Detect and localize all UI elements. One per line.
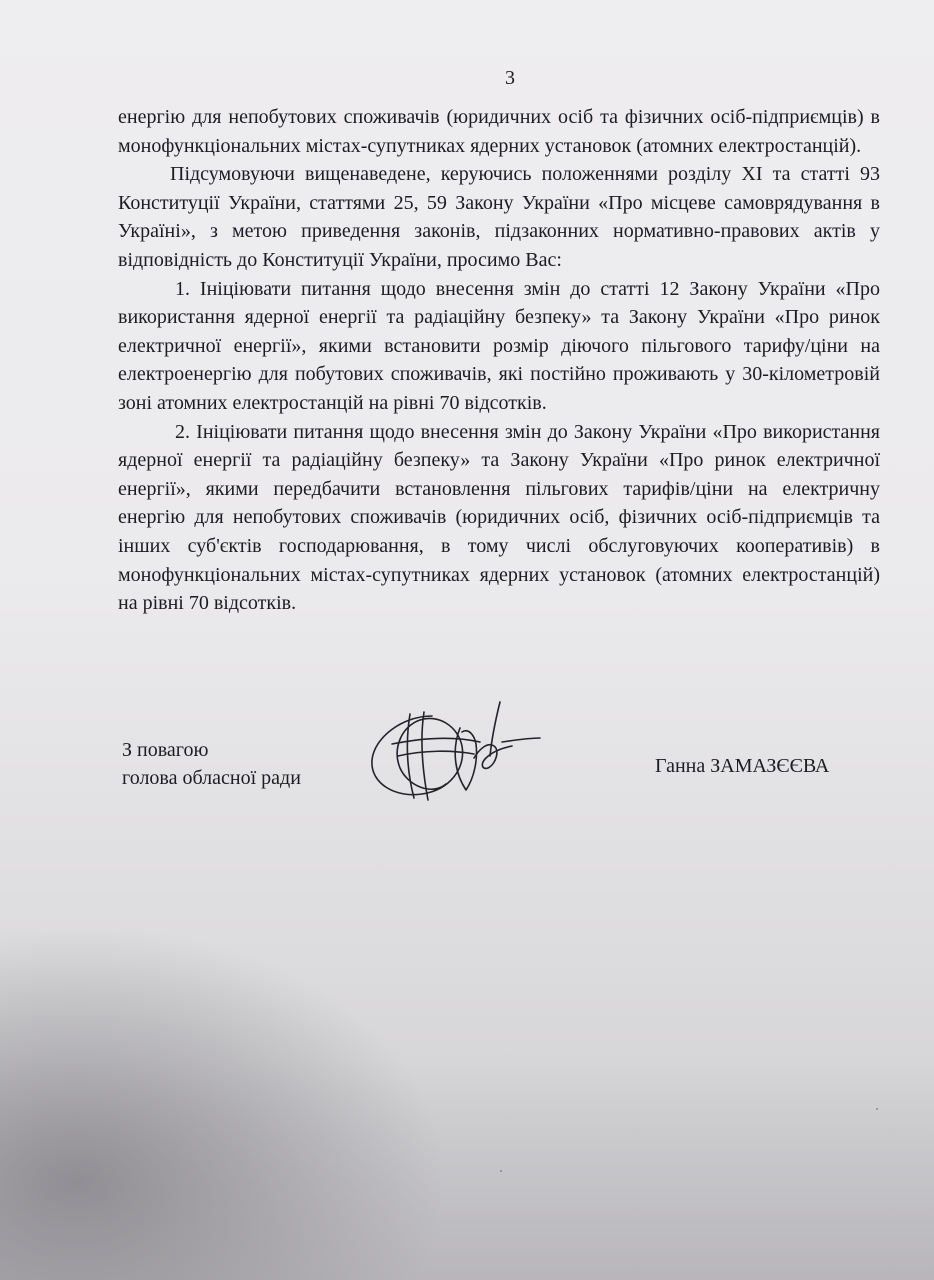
paper-speck [500, 1170, 502, 1172]
signer-position: голова обласної ради [122, 767, 301, 789]
handwritten-signature [362, 698, 552, 810]
closing-regards: З повагою [122, 739, 209, 761]
photo-shadow [0, 930, 440, 1280]
document-body [118, 103, 880, 618]
signatory-name: Ганна ЗАМАЗЄЄВА [655, 755, 830, 777]
request-item-1: 1. Ініціювати питання щодо внесення змін до статті 12 Закону України «Про використання ядерної енергії та радіаційну безпеку» та Закону України «Про ринок електричної енергії», якими встановити розмір діючого пільгового тарифу/ціни на електроенергію для побутових споживачів, які постійно проживають у 30-кілометровій зоні атомних електростанцій на рівні 70 відсотків. [118, 277, 880, 414]
paper-speck [876, 1108, 878, 1110]
page-number: 3 [505, 67, 515, 89]
paragraph-continuation: енергію для непобутових споживачів (юридичних осіб та фізичних осіб-підприємців) в монофункціональних містах-супутниках ядерних установок (атомних електростанцій). [118, 106, 880, 157]
paragraph-summary: Підсумовуючи вищенаведене, керуючись положеннями розділу XI та статті 93 Конституції України, статтями 25, 59 Закону України «Про місцеве самоврядування в Україні», з метою приведення законів, підзаконних нормативно-правових актів у відповідність до Конституції України, просимо Вас: [118, 163, 880, 271]
closing-block [122, 736, 301, 792]
photo-shadow-bottom [0, 1060, 934, 1280]
request-item-2: 2. Ініціювати питання щодо внесення змін до Закону України «Про використання ядерної енергії та радіаційну безпеку» та Закону України «Про ринок електричної енергії», якими передбачити встановлення пільгових тарифів/ціни на електричну енергію для непобутових споживачів (юридичних осіб, фізичних осіб-підприємців та інших суб'єктів господарювання, в тому числі обслуговуючих кооперативів) в монофункціональних містах-супутниках ядерних установок (атомних електростанцій) на рівні 70 відсотків. [118, 420, 880, 615]
